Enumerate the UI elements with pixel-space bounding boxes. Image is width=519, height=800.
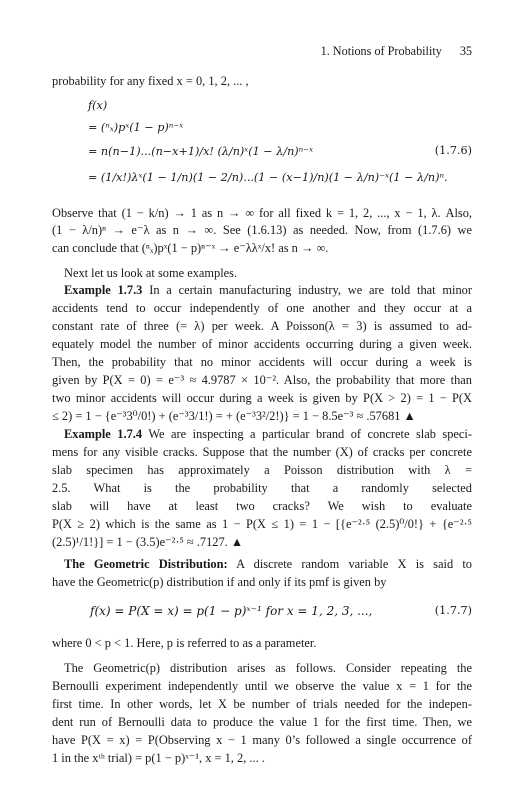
text-line: slab specimen has approximately a Poisson distribution with λ =: [52, 463, 472, 477]
definition-label: The Geometric Distribution:: [64, 557, 228, 571]
example-label: Example 1.7.3: [64, 283, 143, 297]
equation-lhs: f(x): [88, 99, 108, 112]
text-line: can conclude that (ⁿₓ)pˣ(1 − p)ⁿ⁻ˣ → e⁻λλˣ/x! as n → ∞.: [52, 241, 329, 255]
running-header: [321, 44, 472, 59]
text-line: (1 − λ/n)ⁿ → e⁻λ as n → ∞. See (1.6.13) as needed. Now, from (1.7.6) we: [52, 223, 472, 237]
equation-step: = (1/x!)λˣ(1 − 1/n)(1 − 2/n)...(1 − (x−1)/n)(1 − λ/n)⁻ˣ(1 − λ/n)ⁿ.: [88, 171, 448, 184]
text-span: In a certain manufacturing industry, we are told that minor: [149, 283, 472, 297]
example-first-line: [52, 427, 472, 442]
text-line: accidents tend to occur independently of one another and they occur at a: [52, 301, 472, 315]
definition-first-line: [52, 557, 472, 572]
text-line: equately model the number of minor accidents occurring during a given week.: [52, 337, 472, 351]
text-line: 1 in the xᵗʰ trial) = p(1 − p)ˣ⁻¹, x = 1, 2, ... .: [52, 751, 265, 765]
example-label: Example 1.7.4: [64, 427, 143, 441]
text-line: constant rate of three (= λ) per week. A Poisson(λ = 3) is assumed to ad-: [52, 319, 472, 333]
equation-number: (1.7.7): [434, 604, 472, 617]
section-title: 1. Notions of Probability: [320, 44, 442, 58]
text-line: The Geometric(p) distribution arises as follows. Consider repeating the: [64, 661, 472, 675]
text-line: probability for any fixed x = 0, 1, 2, ... ,: [52, 74, 249, 88]
text-line: have P(X = x) = P(Observing x − 1 many 0’s followed a single occurrence of: [52, 733, 472, 747]
example-first-line: [52, 283, 472, 298]
text-span: A discrete random variable X is said to: [236, 557, 472, 571]
text-span: We are inspecting a particular brand of concrete slab speci-: [148, 427, 472, 441]
text-line: given by P(X = 0) = e⁻³ ≈ 4.9787 × 10⁻². Also, the probability that more than: [52, 373, 472, 387]
equation-geometric: f(x) = P(X = x) = p(1 − p)ˣ⁻¹ for x = 1, 2, 3, ...,: [90, 604, 373, 618]
text-line: P(X ≥ 2) which is the same as 1 − P(X ≤ 1) = 1 − [{e⁻²·⁵ (2.5)⁰/0!} + {e⁻²·⁵: [52, 517, 472, 531]
text-line: Bernoulli experiment independently until we observe the value x = 1 for the: [52, 679, 472, 693]
text-line: where 0 < p < 1. Here, p is referred to as a parameter.: [52, 636, 317, 650]
text-line: first time. In other words, let X be number of trials needed for the indepen-: [52, 697, 472, 711]
text-line: Observe that (1 − k/n) → 1 as n → ∞ for all fixed k = 1, 2, ..., x − 1, λ. Also,: [52, 206, 472, 220]
text-line: 2.5. What is the probability that a randomly selected: [52, 481, 472, 495]
text-line: two minor accidents will occur during a week is given by P(X > 2) = 1 − P(X: [52, 391, 472, 405]
equation-step: = n(n−1)...(n−x+1)/x! (λ/n)ˣ(1 − λ/n)ⁿ⁻ˣ: [88, 145, 314, 158]
text-line: (2.5)¹/1!}] = 1 − (3.5)e⁻²·⁵ ≈ .7127. ▲: [52, 535, 244, 549]
equation-step: = (ⁿₓ)pˣ(1 − p)ⁿ⁻ˣ: [88, 121, 184, 134]
text-line: dent run of Bernoulli data to produce the value 1 for the first time. Then, we: [52, 715, 472, 729]
text-line: Then, the probability that no minor accidents will occur during a week is: [52, 355, 472, 369]
page-number: 35: [459, 44, 472, 58]
text-line: Next let us look at some examples.: [64, 266, 238, 280]
text-line: mens for any visible cracks. Suppose that the number (X) of cracks per concrete: [52, 445, 472, 459]
text-line: have the Geometric(p) distribution if and only if its pmf is given by: [52, 575, 387, 589]
text-line: ≤ 2) = 1 − {e⁻³3⁰/0!) + (e⁻³3/1!) = + (e⁻³3²/2!)} = 1 − 8.5e⁻³ ≈ .57681 ▲: [52, 409, 416, 423]
text-line: slab will have at least two cracks? We wish to evaluate: [52, 499, 472, 513]
equation-number: (1.7.6): [434, 144, 472, 157]
